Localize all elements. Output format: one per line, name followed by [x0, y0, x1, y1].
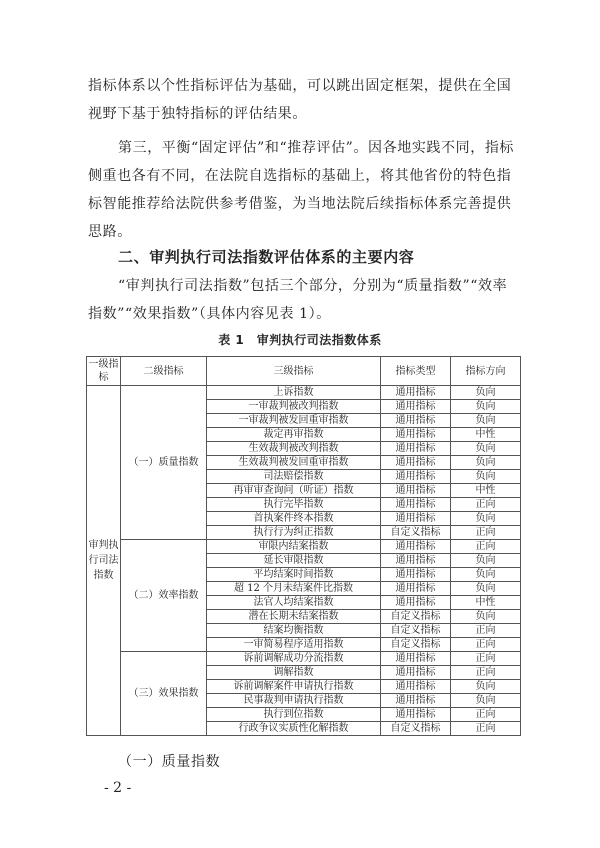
table-row: [87, 540, 521, 554]
direction-cell: 中性: [451, 428, 521, 442]
direction-cell: 正向: [451, 540, 521, 554]
level3-cell: 一审裁判被改判指数: [207, 400, 381, 414]
type-cell: 通用指标: [381, 596, 451, 610]
type-cell: 通用指标: [381, 694, 451, 708]
direction-cell: 负向: [451, 470, 521, 484]
type-cell: 通用指标: [381, 400, 451, 414]
direction-cell: 负向: [451, 582, 521, 596]
index-table: [86, 356, 521, 736]
direction-cell: 负向: [451, 442, 521, 456]
header-level1: 一级指标: [87, 357, 121, 386]
table-header-row: [87, 357, 521, 386]
direction-cell: 负向: [451, 456, 521, 470]
paragraph-1: 指标体系以个性指标评估为基础，可以跳出固定框架，提供在全国视野下基于独特指标的评估结果。: [88, 78, 512, 122]
level3-cell: 再审审查询问（听证）指数: [207, 484, 381, 498]
level3-cell: 延长审限指数: [207, 554, 381, 568]
level3-cell: 一审裁判被发回重审指数: [207, 414, 381, 428]
level3-cell: 首执案件终本指数: [207, 512, 381, 526]
page-number-text: - 2 -: [104, 780, 132, 796]
direction-cell: 负向: [451, 414, 521, 428]
level3-cell: 诉前调解成功分流指数: [207, 652, 381, 666]
type-cell: 自定义指标: [381, 638, 451, 652]
level1-cell: 审判执行司法指数: [87, 386, 121, 736]
level3-cell: 行政争议实质性化解指数: [207, 722, 381, 736]
type-cell: 自定义指标: [381, 722, 451, 736]
level3-cell: 执行完毕指数: [207, 498, 381, 512]
level3-cell: 上诉指数: [207, 386, 381, 400]
type-cell: 通用指标: [381, 456, 451, 470]
table-row: [87, 386, 521, 400]
direction-cell: 正向: [451, 722, 521, 736]
type-cell: 通用指标: [381, 386, 451, 400]
type-cell: 通用指标: [381, 470, 451, 484]
type-cell: 通用指标: [381, 442, 451, 456]
direction-cell: 负向: [451, 568, 521, 582]
direction-cell: 负向: [451, 680, 521, 694]
level3-cell: 结案均衡指数: [207, 624, 381, 638]
type-cell: 通用指标: [381, 582, 451, 596]
direction-cell: 正向: [451, 624, 521, 638]
level3-cell: 生效裁判被改判指数: [207, 442, 381, 456]
header-level2: 二级指标: [121, 357, 207, 386]
direction-cell: 正向: [451, 526, 521, 540]
level2-cell: （二）效率指数: [121, 540, 207, 652]
type-cell: 通用指标: [381, 652, 451, 666]
type-cell: 自定义指标: [381, 610, 451, 624]
type-cell: 通用指标: [381, 554, 451, 568]
header-direction: 指标方向: [451, 357, 521, 386]
type-cell: 通用指标: [381, 414, 451, 428]
direction-cell: 负向: [451, 554, 521, 568]
type-cell: 通用指标: [381, 568, 451, 582]
level3-cell: 生效裁判被发回重审指数: [207, 456, 381, 470]
direction-cell: 中性: [451, 596, 521, 610]
type-cell: 通用指标: [381, 512, 451, 526]
type-cell: 自定义指标: [381, 526, 451, 540]
level3-cell: 平均结案时间指数: [207, 568, 381, 582]
level3-cell: 审限内结案指数: [207, 540, 381, 554]
type-cell: 通用指标: [381, 680, 451, 694]
type-cell: 通用指标: [381, 484, 451, 498]
section-heading: 二、审判执行司法指数评估体系的主要内容: [118, 248, 415, 266]
level3-cell: 执行行为纠正指数: [207, 526, 381, 540]
level3-cell: 民事裁判申请执行指数: [207, 694, 381, 708]
header-type: 指标类型: [381, 357, 451, 386]
direction-cell: 负向: [451, 694, 521, 708]
level3-cell: 一审简易程序适用指数: [207, 638, 381, 652]
table-body: [87, 386, 521, 736]
direction-cell: 负向: [451, 386, 521, 400]
direction-cell: 负向: [451, 512, 521, 526]
paragraph-2: 第三，平衡“固定评估”和“推荐评估”。因各地实践不同，指标侧重也各有不同，在法院自选指标的基础上，将其他省份的特色指标智能推荐给法院供参考借鉴，为当地法院后续指标体系完善提供思路。: [88, 140, 515, 240]
type-cell: 自定义指标: [381, 624, 451, 638]
direction-cell: 正向: [451, 638, 521, 652]
subsection-heading: （一）质量指数: [118, 754, 221, 770]
level3-cell: 超 12 个月未结案件比指数: [207, 582, 381, 596]
level3-cell: 司法赔偿指数: [207, 470, 381, 484]
level2-cell: （三）效果指数: [121, 652, 207, 736]
level3-cell: 执行到位指数: [207, 708, 381, 722]
type-cell: 通用指标: [381, 708, 451, 722]
direction-cell: 负向: [451, 400, 521, 414]
direction-cell: 正向: [451, 498, 521, 512]
type-cell: 通用指标: [381, 498, 451, 512]
type-cell: 通用指标: [381, 428, 451, 442]
direction-cell: 中性: [451, 484, 521, 498]
level3-cell: 潜在长期未结案指数: [207, 610, 381, 624]
level3-cell: 调解指数: [207, 666, 381, 680]
header-level3: 三级指标: [207, 357, 381, 386]
direction-cell: 负向: [451, 610, 521, 624]
table-caption: 表 1 审判执行司法指数体系: [218, 333, 382, 347]
type-cell: 通用指标: [381, 666, 451, 680]
type-cell: 通用指标: [381, 540, 451, 554]
paragraph-3: “审判执行司法指数”包括三个部分，分别为“质量指数”“效率指数”“效果指数”（具体内容见表 1）。: [88, 278, 508, 322]
level3-cell: 诉前调解案件申请执行指数: [207, 680, 381, 694]
level3-cell: 法官人均结案指数: [207, 596, 381, 610]
direction-cell: 正向: [451, 652, 521, 666]
level3-cell: 裁定再审指数: [207, 428, 381, 442]
table-row: [87, 652, 521, 666]
level2-cell: （一）质量指数: [121, 386, 207, 540]
direction-cell: 正向: [451, 708, 521, 722]
direction-cell: 正向: [451, 666, 521, 680]
